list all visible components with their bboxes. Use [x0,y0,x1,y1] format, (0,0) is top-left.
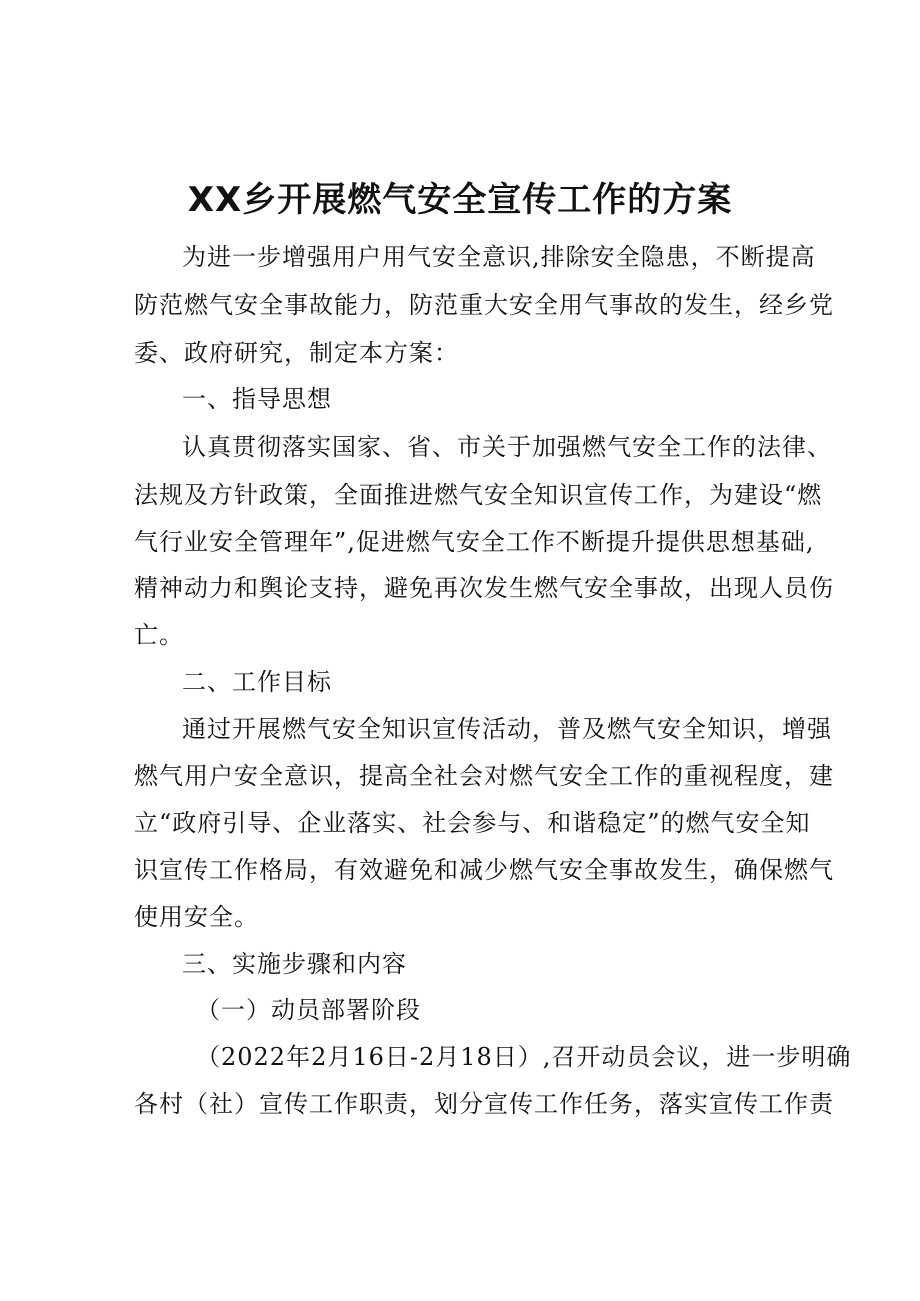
subsection-heading-mobilization: （一）动员部署阶段 [196,996,421,1024]
guiding-line-5: 亡。 [134,621,184,649]
intro-line-3: 委、政府研究，制定本方案： [134,339,459,367]
intro-line-1: 为进一步增强用户用气安全意识,排除安全隐患，不断提高 [182,243,816,271]
goals-line-4: 识宣传工作格局，有效避免和减少燃气安全事故发生，确保燃气 [134,856,834,884]
intro-line-2: 防范燃气安全事故能力，防范重大安全用气事故的发生，经乡党 [134,291,834,319]
goals-line-5: 使用安全。 [134,903,259,931]
guiding-line-4: 精神动力和舆论支持，避免再次发生燃气安全事故，出现人员伤 [134,574,834,602]
guiding-line-2: 法规及方针政策，全面推进燃气安全知识宣传工作，为建设“燃 [134,481,823,509]
section-heading-work-goals: 二、工作目标 [182,668,332,696]
goals-line-2: 燃气用户安全意识，提高全社会对燃气安全工作的重视程度，建 [134,762,834,790]
section-heading-guiding-ideology: 一、指导思想 [182,385,332,413]
guiding-line-1: 认真贯彻落实国家、省、市关于加强燃气安全工作的法律、 [182,433,832,461]
mobilization-line-1: （2022年2月16日-2月18日）,召开动员会议，进一步明确 [196,1043,852,1071]
section-heading-steps: 三、实施步骤和内容 [182,950,407,978]
goals-line-1: 通过开展燃气安全知识宣传活动，普及燃气安全知识，增强 [182,715,832,743]
document-title: XX乡开展燃气安全宣传工作的方案 [187,180,733,220]
goals-line-3: 立“政府引导、企业落实、社会参与、和谐稳定”的燃气安全知 [134,809,811,837]
guiding-line-3: 气行业安全管理年”,促进燃气安全工作不断提升提供思想基础, [134,528,815,556]
mobilization-line-2: 各村（社）宣传工作职责，划分宣传工作任务，落实宣传工作责 [134,1090,834,1118]
